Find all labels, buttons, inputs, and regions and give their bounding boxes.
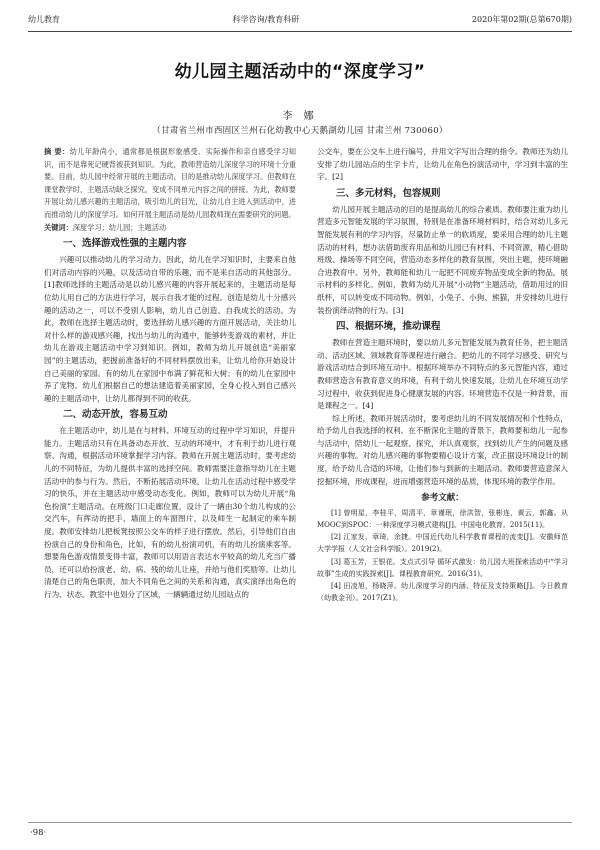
section-heading-2: 二、动态开放，容易互动 [63, 409, 168, 421]
header-journal: 幼儿教育 [28, 14, 60, 24]
running-header [28, 12, 572, 26]
footer-rule [28, 822, 572, 823]
reference-item: [1] 曾明星，李桂平，周清平，章谨珉，徐洪智，张彬连，黄云，郭鑫。从MOOC到SPOC：一种深度学习模式建构[J]。中国电化教育。2015(11)。 [317, 508, 568, 530]
section-3-paragraph: 幼儿园开展主题活动的目的是提高幼儿的综合素质。教师要注重为幼儿营造多元智能发展的学习氛围，特别是在准备环境材料时，结合对幼儿多元智能发展有利的学习内容，尽量防止单一的软质度，要采用合理的幼儿主题活动的材料，想办法借助废弃用品和幼儿园已有材料、不同资源，精心借助班级、操场等不同空间，营造动态多样化的教育氛围，突出主题，使环境融合进教育中。另外，教师能和幼儿一起把不同废弃物品变成全新的物品，展示材料的多样化。例如，教师为幼儿开展“小动物”主题活动，借助用过的旧纸杯，可以转变成不同动物。例如，小兔子、小狗、熊猫，并安排幼儿进行装扮演绎动物的行为。[3] [317, 204, 568, 315]
reference-item: [4] 田凌旭，杨晓萍。幼儿深度学习的内涵、特征及支持策略[J]。今日教育（幼教金刊）。2017(Z1)。 [317, 582, 568, 603]
abstract-text: 幼儿年龄尚小，通常都是根据形象感受、实际操作和亲自感受学习知识，而不是靠死记硬背被获到知识。为此，教师营造幼儿深度学习的环境十分重要。目前，幼儿园中经常开展的主题活动，目的是推动幼儿深度学习。但教师在课堂教学时，主题活动缺乏探究，变成不同单元内容之间的拼接。为此，教师要开展让幼儿感兴趣的主题活动，吸引幼儿的目光，让幼儿自主进入到活动中，进而推动幼儿的深度学习。如何开展主题活动是幼儿园教师现在需要研究的问题。 [44, 147, 296, 219]
keywords-text: 深度学习；幼儿园；主题活动 [72, 222, 167, 232]
section-4-paragraph-2: 综上所述，教师开展活动时，要考虑幼儿的不同发展情况和个性特点，给予幼儿自我选择的权利。在不断深化主题的背景下，教师要和幼儿一起参与活动中，陪幼儿一起观察、探究，并认真观察，找到幼儿产生的问题及感兴趣的事物。对幼儿感兴趣的事物要精心设计方案，改正据设环境设计的制度，给予幼儿合适的环境，让他们参与到新的主题活动。教师要营造意深入挖掘环境，形成课程，进而增强营造环境的品质，体现环境的教学作用。 [317, 413, 568, 486]
keywords-label: 关键词： [44, 222, 73, 232]
section-heading-3: 三、多元材料，包容规则 [336, 187, 441, 199]
author-name: 李 娜 [282, 111, 318, 122]
section-4-paragraph-1: 教师在营造主题环境时，要以幼儿多元智能发展为教育任务，把主题活动、活动区域、领域教育等课程进行融合。把幼儿的不同学习感受、研究与游戏活动结合到环境互动中。根据环境举办不同特点的多元智能内容，通过教师营造含有教育意义的环境，有利于幼儿快速发展，让幼儿在环境互动学习过程中，收获到促进身心健康发展的内容。环境营造不仅是一种背景，而是课程之一。[4] [317, 338, 568, 411]
page-number: ·98· [30, 828, 47, 838]
section-2-continued: 公交车，要在公交车上进行编号，并用文字写出合理的指令。教师还为幼儿安排了幼儿园站点的生字卡片，让幼儿在角色扮演活动中，学习到丰富的生字。[2] [317, 147, 568, 182]
abstract [44, 146, 296, 234]
references-title: 参考文献： [421, 493, 464, 504]
abstract-label: 摘 要： [44, 147, 70, 156]
left-column [44, 146, 296, 602]
reference-item: [3] 葛玉芳，王银花。支点式引导 循环式激发：幼儿园大班探索活动中“学习故事”生成的实践探索[J]。课程教育研究。2016(31)。 [317, 557, 568, 578]
header-issue: 2020年第02期(总第670期) [471, 14, 572, 24]
right-column [317, 146, 568, 604]
reference-item: [2] 江家发，章琦，余捷。中国近代幼儿科学教育课程的流变[J]。安徽师范大学学报（人文社会科学版）。2019(2)。 [317, 533, 568, 554]
section-heading-4: 四、根据环境，推动课程 [336, 321, 441, 333]
section-heading-1: 一、选择游戏性强的主题内容 [63, 238, 187, 250]
article-title: 幼儿园主题活动中的“深度学习” [174, 62, 426, 82]
section-2-paragraph: 在主题活动中，幼儿是在与材料、环境互动的过程中学习知识，并提升能力。主题活动只有在具备动态开放、互动的环境中，才有利于幼儿进行观察、沟通，根据活动环境掌握学习内容。教师在开展主题活动时，要考虑幼儿的不同特征，为幼儿提供丰富的选择空间。教师需要注意指导幼儿在主题活动中的参与行为。然后，不断拓展活动环境，让幼儿在活动过程中感受学习的快乐，并在主题活动中感受动态变化。例如，教师可以为幼儿开展“角色扮演”主题活动。在班级门口走廊位置，设计了一辆由30个幼儿构成的公交汽车，有挥动的把手、墙面上的车窗图片，以及师生一起制定的乘车制度。教师安排幼儿把板凳按照公交车的样子进行摆放。然后，引导他们自由扮演自己的身份和角色，比如，有的幼儿扮演司机，有的幼儿扮演乘客等。想要角色游戏情景变得丰富，教师可以用语言表达水平较高的幼儿充当广播员，还可以给扮演老、幼、病、残的幼儿让座，并给与他们奖励等。让幼儿清楚自己的角色职责，加大不同角色之间的关系和沟通，真实演绎出角色的行为、状态。教室中也划分了区域，一辆辆通过幼儿园站点的 [44, 426, 296, 599]
author-affiliation: （甘肃省兰州市西固区兰州石化幼教中心天鹅湖幼儿园 甘肃兰州 730060） [152, 126, 448, 136]
header-section: 科学咨询/教育科研 [232, 14, 300, 24]
section-1-paragraph: 兴趣可以推动幼儿的学习动力。因此，幼儿在学习知识时，主要来自他们对活动内容的兴趣，以及活动自带的乐趣，而不是来自活动的其他部分。[1]教师选择的主题活动是以幼儿感兴趣的内容开展起来的，主题活动是每位幼儿用自己的方法进行学习，展示自我才能的过程。创造是幼儿十分感兴趣的活动之一，可以不受别人影响，幼儿自己创造、自我成长的活动。为此，教师在选择主题活动时，要选择幼儿感兴趣的方面开展活动，关注幼儿对什么样的游戏感兴趣，找出与幼儿的沟通中，能够转变游戏的素材，并让幼儿在游戏主题活动中学习到知识。例如，教师为幼儿开展创造“美丽家园”的主题活动，把握前准备好的不同材料摆放出来，让幼儿给你开始设计自己美丽的家园。有的幼儿在家园中布满了鲜花和大树；有的幼儿在家园中养了宠物。幼儿们根据自己的想法建造着美丽家园，全身心投入到自己感兴趣的主题活动中，让幼儿都得到不同的收获。 [44, 255, 296, 403]
header-rule [28, 31, 572, 32]
